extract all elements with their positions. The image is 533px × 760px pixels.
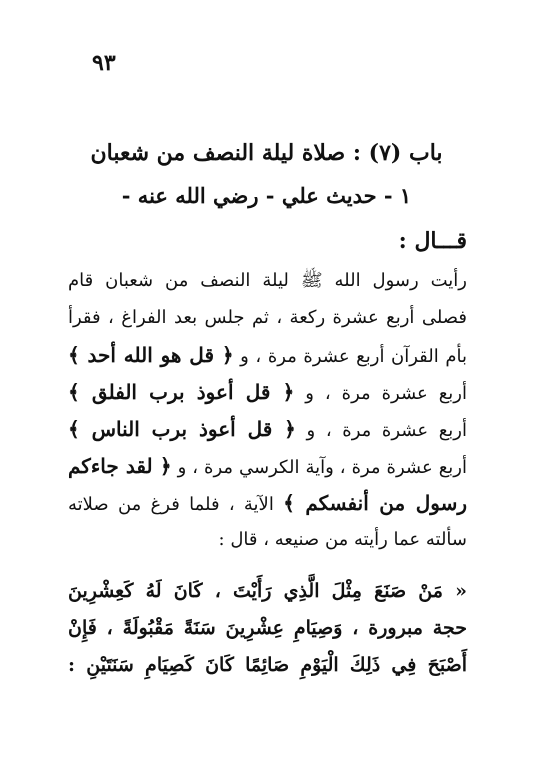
page-number: ٩٣ (92, 50, 116, 76)
quote-line: أَصْبَحَ فِي ذَلِكَ الْيَوْمِ صَائِمًا كَانَ كَصِيَامِ سَنَتَيْنِ : (68, 654, 467, 676)
body-line: فصلى أربع عشرة ركعة ، ثم جلس بعد الفراغ ، فقرأ (68, 307, 467, 328)
body-line-text: أربع عشرة مرة ، و (305, 383, 467, 404)
body-line (68, 453, 467, 481)
quote-line: « مَنْ صَنَعَ مِثْلَ الَّذِي رَأَيْتَ ، كَانَ لَهُ كَعِشْرِينَ (68, 580, 467, 602)
body-line: رأيت رسول الله ﷺ ليلة النصف من شعبان قام (68, 270, 467, 291)
quote-line: حجة مبرورة ، وَصِيَامِ عِشْرِينَ سَنَةً مَقْبُولَةً ، فَإِنْ (68, 617, 467, 639)
hadith-title: ١ - حديث علي - رضي الله عنه - (121, 183, 412, 208)
quran-verse: رسول من أنفسكم ﴾ (283, 491, 467, 515)
qala-heading: قـــال : (398, 228, 467, 254)
body-line (68, 490, 467, 518)
body-line-text: أربع عشرة مرة ، و (306, 420, 467, 441)
body-line (68, 379, 467, 407)
quran-verse: ﴿ قل هو الله أحد ﴾ (68, 343, 234, 367)
body-line-text: أربع عشرة مرة ، وآية الكرسي مرة ، و (177, 457, 467, 478)
body-line: سألته عما رأيته من صنيعه ، قال : (218, 529, 467, 550)
body-line (68, 342, 467, 370)
body-line (68, 416, 467, 444)
quran-verse: ﴿ لقد جاءكم (68, 454, 172, 478)
quran-verse: ﴿ قل أعوذ برب الناس ﴾ (68, 417, 296, 441)
body-line-text: الآية ، فلما فرغ من صلاته (68, 494, 274, 515)
chapter-title: باب (٧) : صلاة ليلة النصف من شعبان (90, 140, 443, 166)
body-line-text: بأم القرآن أربع عشرة مرة ، و (240, 346, 467, 367)
quran-verse: ﴿ قل أعوذ برب الفلق ﴾ (68, 380, 295, 404)
